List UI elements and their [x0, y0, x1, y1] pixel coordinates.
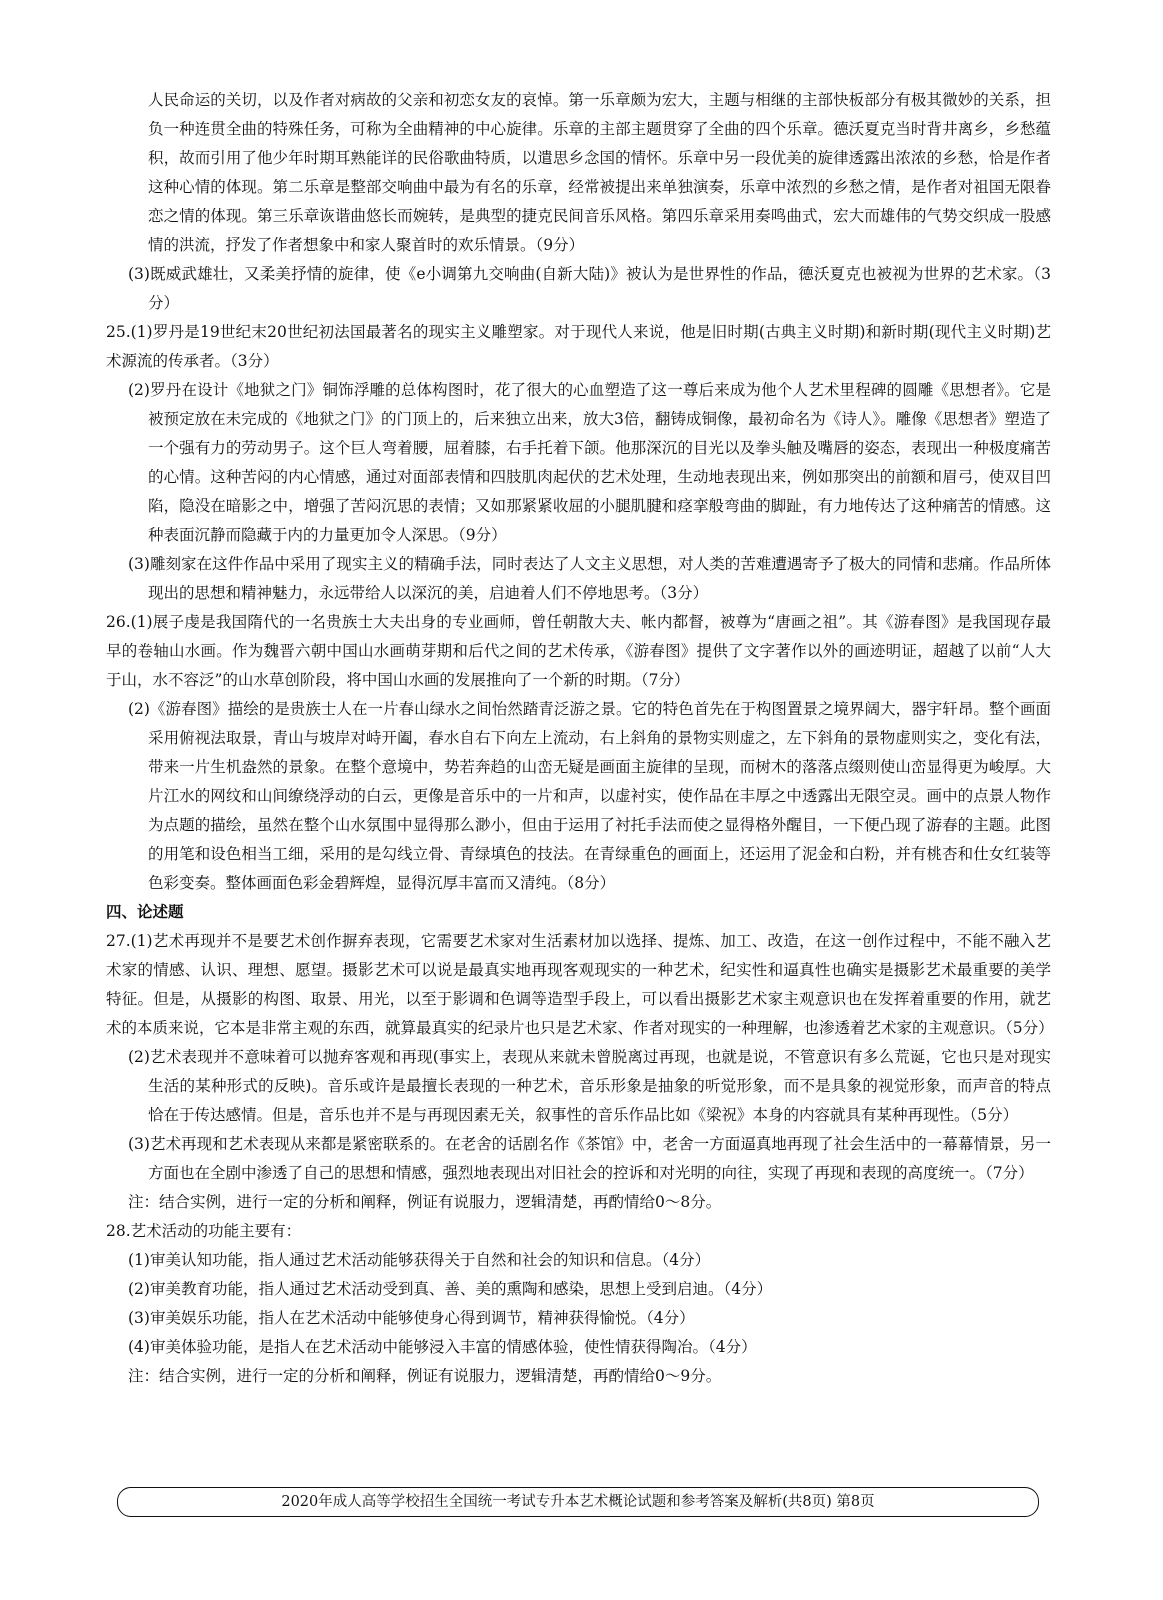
- note-q28: 注：结合实例，进行一定的分析和阐释，例证有说服力，逻辑清楚，再酌情给0～9分。: [128, 1367, 722, 1385]
- answer-q25-3: (3)雕刻家在这件作品中采用了现实主义的精确手法，同时表达了人文主义思想，对人类的苦难遭遇寄予了极大的同情和悲痛。作品所体现出的思想和精神魅力，永远带给人以深沉的美，启迪着人们不停地思考。（3分）: [128, 555, 1051, 602]
- section-heading-essay: 四、论述题: [106, 903, 184, 921]
- answer-q26-1: 26.(1)展子虔是我国隋代的一名贵族士大夫出身的专业画师，曾任朝散大夫、帐内都督，被尊为“唐画之祖”。其《游春图》是我国现存最早的卷轴山水画。作为魏晋六朝中国山水画萌芽期和后代之间的艺术传承，《游春图》提供了文字著作以外的画迹明证，超越了以前“人大于山，水不容泛”的山水草创阶段，将中国山水画的发展推向了一个新的时期。（7分）: [106, 613, 1051, 689]
- answer-q28-3: (3)审美娱乐功能，指人在艺术活动中能够使身心得到调节，精神获得愉悦。（4分）: [128, 1309, 695, 1327]
- answer-q28-1: (1)审美认知功能，指人通过艺术活动能够获得关于自然和社会的知识和信息。（4分）: [128, 1251, 711, 1269]
- answer-q24-3: (3)既威武雄壮，又柔美抒情的旋律，使《e小调第九交响曲(自新大陆)》被认为是世界性的作品，德沃夏克也被视为世界的艺术家。（3分）: [128, 265, 1051, 312]
- answer-q25-2: (2)罗丹在设计《地狱之门》铜饰浮雕的总体构图时，花了很大的心血塑造了这一尊后来成为他个人艺术里程碑的圆雕《思想者》。它是被预定放在未完成的《地狱之门》的门顶上的，后来独立出来，放大3倍，翻铸成铜像，最初命名为《诗人》。雕像《思想者》塑造了一个强有力的劳动男子。这个巨人弯着腰，屈着膝，右手托着下颌。他那深沉的目光以及拳头触及嘴唇的姿态，表现出一种极度痛苦的心情。这种苦闷的内心情感，通过对面部表情和四肢肌肉起伏的艺术处理，生动地表现出来，例如那突出的前额和眉弓，使双目凹陷，隐没在暗影之中，增强了苦闷沉思的表情；又如那紧紧收屈的小腿肌腱和痉挛般弯曲的脚趾，有力地传达了这种痛苦的情感。这种表面沉静而隐藏于内的力量更加令人深思。（9分）: [128, 381, 1051, 544]
- answer-q27-1: 27.(1)艺术再现并不是要艺术创作摒弃表现，它需要艺术家对生活素材加以选择、提炼、加工、改造，在这一创作过程中，不能不融入艺术家的情感、认识、理想、愿望。摄影艺术可以说是最真实地再现客观现实的一种艺术，纪实性和逼真性也确实是摄影艺术最重要的美学特征。但是，从摄影的构图、取景、用光，以至于影调和色调等造型手段上，可以看出摄影艺术家主观意识也在发挥着重要的作用，就艺术的本质来说，它本是非常主观的东西，就算最真实的纪录片也只是艺术家、作者对现实的一种理解，也渗透着艺术家的主观意识。（5分）: [106, 932, 1054, 1037]
- answer-q28-intro: 28.艺术活动的功能主要有：: [106, 1222, 302, 1240]
- answer-q26-2: (2)《游春图》描绘的是贵族士人在一片春山绿水之间怡然踏青泛游之景。它的特色首先在于构图置景之境界阔大，器宇轩昂。整个画面采用俯视法取景，青山与坡岸对峙开阖，春水自右下向左上流动，右上斜角的景物实则虚之，左下斜角的景物虚则实之，变化有法，带来一片生机盎然的景象。在整个意境中，势若奔趋的山峦无疑是画面主旋律的呈现，而树木的落落点缀则使山峦显得更为峻厚。大片江水的网纹和山间缭绕浮动的白云，更像是音乐中的一片和声，以虚衬实，使作品在丰厚之中透露出无限空灵。画中的点景人物作为点题的描绘，虽然在整个山水氛围中显得那么渺小，但由于运用了衬托手法而使之显得格外醒目，一下便凸现了游春的主题。此图的用笔和设色相当工细，采用的是勾线立骨、青绿填色的技法。在青绿重色的画面上，还运用了泥金和白粉，并有桃杏和仕女红装等色彩变奏。整体画面色彩金碧辉煌，显得沉厚丰富而又清纯。（8分）: [128, 700, 1051, 892]
- answer-q28-4: (4)审美体验功能，是指人在艺术活动中能够浸入丰富的情感体验，使性情获得陶冶。（4分）: [128, 1338, 757, 1356]
- answer-q27-3: (3)艺术再现和艺术表现从来都是紧密联系的。在老舍的话剧名作《茶馆》中，老舍一方面逼真地再现了社会生活中的一幕幕情景，另一方面也在全剧中渗透了自己的思想和情感，强烈地表现出对旧社会的控诉和对光明的向往，实现了再现和表现的高度统一。（7分）: [128, 1135, 1051, 1182]
- answer-q28-2: (2)审美教育功能，指人通过艺术活动受到真、善、美的熏陶和感染，思想上受到启迪。（4分）: [128, 1280, 773, 1298]
- answer-q27-2: (2)艺术表现并不意味着可以抛弃客观和再现(事实上，表现从来就未曾脱离过再现，也就是说，不管意识有多么荒诞，它也只是对现实生活的某种形式的反映)。音乐或许是最擅长表现的一种艺术，音乐形象是抽象的听觉形象，而不是具象的视觉形象，而声音的特点恰在于传达感情。但是，音乐也并不是与再现因素无关，叙事性的音乐作品比如《梁祝》本身的内容就具有某种再现性。（5分）: [128, 1048, 1051, 1124]
- note-q27: 注：结合实例，进行一定的分析和阐释，例证有说服力，逻辑清楚，再酌情给0～8分。: [128, 1193, 722, 1211]
- answer-q25-1: 25.(1)罗丹是19世纪末20世纪初法国最著名的现实主义雕塑家。对于现代人来说，他是旧时期(古典主义时期)和新时期(现代主义时期)艺术源流的传承者。（3分）: [106, 323, 1051, 370]
- page-footer: 2020年成人高等学校招生全国统一考试专升本艺术概论试题和参考答案及解析(共8页) 第8页: [117, 1487, 1039, 1517]
- paragraph-q24-2-continued: 人民命运的关切，以及作者对病故的父亲和初恋女友的哀悼。第一乐章颇为宏大，主题与相继的主部快板部分有极其微妙的关系，担负一种连贯全曲的特殊任务，可称为全曲精神的中心旋律。乐章的主部主题贯穿了全曲的四个乐章。德沃夏克当时背井离乡，乡愁蕴积，故而引用了他少年时期耳熟能详的民俗歌曲特质，以遣思乡念国的情怀。乐章中另一段优美的旋律透露出浓浓的乡愁，恰是作者这种心情的体现。第二乐章是整部交响曲中最为有名的乐章，经常被提出来单独演奏，乐章中浓烈的乡愁之情，是作者对祖国无限眷恋之情的体现。第三乐章诙谐曲悠长而婉转，是典型的捷克民间音乐风格。第四乐章采用奏鸣曲式，宏大而雄伟的气势交织成一股感情的洪流，抒发了作者想象中和家人聚首时的欢乐情景。（9分）: [148, 91, 1051, 254]
- document-body: [106, 86, 1054, 1391]
